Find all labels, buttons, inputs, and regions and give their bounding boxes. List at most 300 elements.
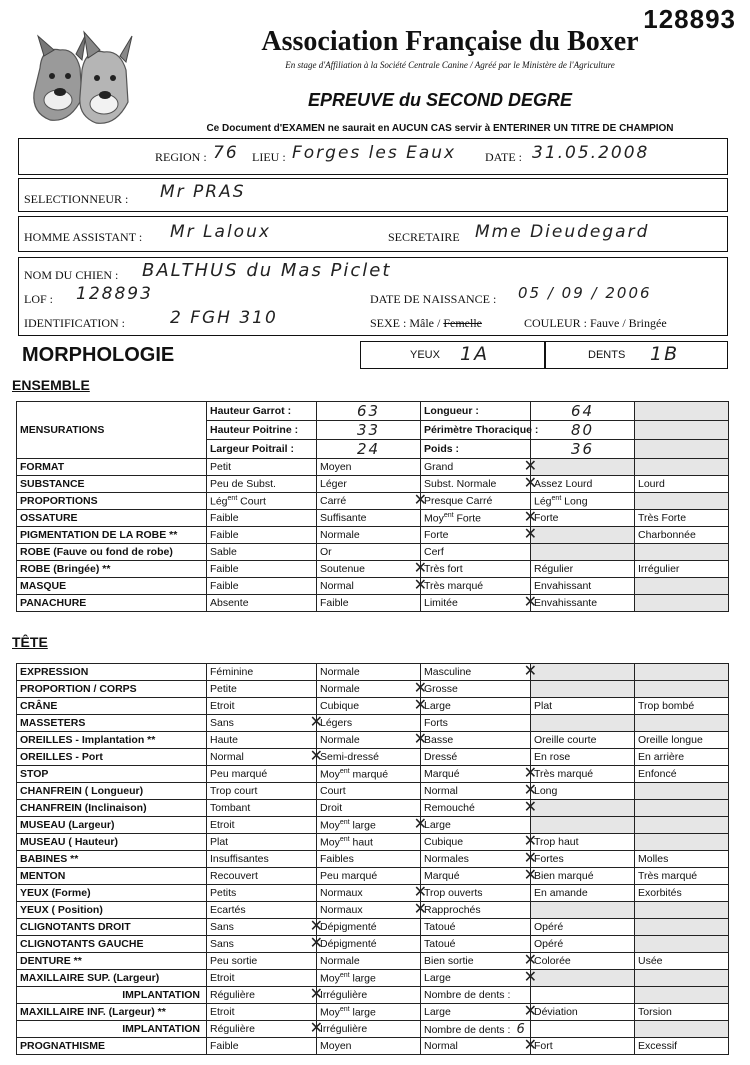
date-label: DATE : <box>485 150 522 164</box>
criteria-option: Irrégulière <box>317 1021 421 1038</box>
check-mark-icon: ✕ <box>413 558 427 577</box>
criteria-label: YEUX (Forme) <box>17 885 207 902</box>
criteria-option: Dépigmenté <box>317 919 421 936</box>
criteria-row <box>17 885 729 902</box>
criteria-option: Déviation <box>531 1004 635 1021</box>
date-value: 31.05.2008 <box>532 143 650 163</box>
criteria-option: Cerf <box>421 544 531 561</box>
criteria-row <box>17 476 729 493</box>
criteria-option <box>531 817 635 834</box>
criteria-option: Moy$^{ent}$ large <box>317 970 421 987</box>
criteria-row <box>17 783 729 800</box>
criteria-option: Limitée ✕ <box>421 595 531 612</box>
criteria-option: Cubique ✕ <box>421 834 531 851</box>
criteria-option: Envahissant <box>531 578 635 595</box>
identification-value: 2 FGH 310 <box>170 308 278 328</box>
check-mark-icon: ✕ <box>413 575 427 594</box>
criteria-option: Irrégulière <box>317 987 421 1004</box>
secretaire-label: SECRETAIRE <box>388 230 460 244</box>
dents-value: 1B <box>650 343 680 365</box>
criteria-option: Recouvert <box>207 868 317 885</box>
criteria-option: Normal ✕ <box>421 1038 531 1055</box>
region-label: REGION : <box>155 150 207 164</box>
criteria-row <box>17 1004 729 1021</box>
criteria-row <box>17 868 729 885</box>
criteria-option: Plat <box>207 834 317 851</box>
criteria-label: CLIGNOTANTS GAUCHE <box>17 936 207 953</box>
criteria-row <box>17 970 729 987</box>
criteria-option: Fortes <box>531 851 635 868</box>
criteria-option: Subst. Normale ✕ <box>421 476 531 493</box>
criteria-option: Semi-dressé <box>317 749 421 766</box>
criteria-row <box>17 902 729 919</box>
criteria-row <box>17 578 729 595</box>
criteria-option <box>531 715 635 732</box>
criteria-option: Nombre de dents : 6 <box>421 1021 531 1038</box>
mensuration-name: Longueur : <box>421 402 531 421</box>
criteria-option: Petit <box>207 459 317 476</box>
criteria-option <box>531 987 635 1004</box>
check-mark-icon: ✕ <box>523 950 537 969</box>
selectionneur-value: Mr PRAS <box>160 182 246 202</box>
criteria-option: Féminine <box>207 664 317 681</box>
criteria-option: Dépigmenté <box>317 936 421 953</box>
criteria-option: Faible <box>207 578 317 595</box>
criteria-label: FORMAT <box>17 459 207 476</box>
criteria-label: CHANFREIN (Inclinaison) <box>17 800 207 817</box>
mensuration-value <box>317 402 421 421</box>
lof-value: 128893 <box>76 284 153 304</box>
ensemble-table <box>16 401 729 612</box>
criteria-row <box>17 953 729 970</box>
criteria-option: Peu sortie <box>207 953 317 970</box>
criteria-row <box>17 919 729 936</box>
check-mark-icon: ✕ <box>413 814 427 833</box>
criteria-option: Forte <box>531 510 635 527</box>
criteria-option: Normal ✕ <box>207 749 317 766</box>
criteria-option: Peu marqué <box>317 868 421 885</box>
criteria-option: Lég$^{ent}$ Court <box>207 493 317 510</box>
check-mark-icon: ✕ <box>413 882 427 901</box>
criteria-option: Torsion <box>635 1004 729 1021</box>
criteria-option <box>635 800 729 817</box>
criteria-option: Normaux ✕ <box>317 902 421 919</box>
region-value: 76 <box>213 143 239 163</box>
nom-chien-value: BALTHUS du Mas Piclet <box>142 260 392 281</box>
mensuration-name: Périmètre Thoracique : <box>421 421 531 440</box>
criteria-label: MAXILLAIRE SUP. (Largeur) <box>17 970 207 987</box>
criteria-option: Petite <box>207 681 317 698</box>
notice-text: Ce Document d'EXAMEN ne saurait en AUCUN CAS servir à ENTERINER UN TITRE DE CHAMPION <box>206 123 674 134</box>
criteria-option: Sans ✕ <box>207 936 317 953</box>
criteria-option <box>531 664 635 681</box>
criteria-option <box>531 681 635 698</box>
criteria-option <box>531 1021 635 1038</box>
criteria-label: PANACHURE <box>17 595 207 612</box>
criteria-option: Basse <box>421 732 531 749</box>
lieu-value: Forges les Eaux <box>292 143 457 163</box>
criteria-option <box>531 902 635 919</box>
criteria-option: Etroit <box>207 970 317 987</box>
check-mark-icon: ✕ <box>523 967 537 986</box>
criteria-row <box>17 595 729 612</box>
criteria-option: Trop court <box>207 783 317 800</box>
homme-assistant-label: HOMME ASSISTANT : <box>24 230 143 244</box>
criteria-label: MAXILLAIRE INF. (Largeur) ** <box>17 1004 207 1021</box>
criteria-option: Absente <box>207 595 317 612</box>
criteria-option: Léger <box>317 476 421 493</box>
exam-title: EPREUVE du SECOND DEGRE <box>307 90 573 110</box>
shaded-cell <box>635 421 729 440</box>
criteria-option: Forts <box>421 715 531 732</box>
criteria-row <box>17 527 729 544</box>
criteria-option: Normale <box>317 527 421 544</box>
check-mark-icon: ✕ <box>309 746 323 765</box>
check-mark-icon: ✕ <box>523 1035 537 1054</box>
secretaire-value: Mme Dieudegard <box>475 222 650 242</box>
criteria-label: OSSATURE <box>17 510 207 527</box>
criteria-label: YEUX ( Position) <box>17 902 207 919</box>
check-mark-icon: ✕ <box>523 831 537 850</box>
criteria-option: Plat <box>531 698 635 715</box>
check-mark-icon: ✕ <box>523 763 537 782</box>
morphologie-title: MORPHOLOGIE <box>22 344 175 366</box>
criteria-option: Normal ✕ <box>421 783 531 800</box>
criteria-row <box>17 834 729 851</box>
criteria-option: Rapprochés <box>421 902 531 919</box>
criteria-row <box>17 749 729 766</box>
mensuration-handwritten: 80 <box>570 421 595 439</box>
criteria-option: Faibles <box>317 851 421 868</box>
criteria-option: Normal ✕ <box>317 578 421 595</box>
criteria-option: Faible <box>207 527 317 544</box>
criteria-option: Très marqué <box>421 578 531 595</box>
criteria-option: Tombant <box>207 800 317 817</box>
criteria-row <box>17 817 729 834</box>
criteria-option <box>635 459 729 476</box>
criteria-option <box>635 664 729 681</box>
criteria-option: Moy$^{ent}$ marqué <box>317 766 421 783</box>
criteria-option: Envahissante <box>531 595 635 612</box>
criteria-option: Nombre de dents : <box>421 987 531 1004</box>
criteria-label: CRÂNE <box>17 698 207 715</box>
criteria-label: PIGMENTATION DE LA ROBE ** <box>17 527 207 544</box>
criteria-option: Peu marqué <box>207 766 317 783</box>
criteria-option: Moy$^{ent}$ haut <box>317 834 421 851</box>
criteria-option: Large <box>421 817 531 834</box>
criteria-row <box>17 936 729 953</box>
criteria-row <box>17 510 729 527</box>
couleur-label: COULEUR : Fauve / Bringée <box>524 316 667 330</box>
criteria-option: Moy$^{ent}$ Forte ✕ <box>421 510 531 527</box>
check-mark-icon: ✕ <box>523 661 537 680</box>
criteria-option: Soutenue ✕ <box>317 561 421 578</box>
criteria-option: Insuffisantes <box>207 851 317 868</box>
mensuration-handwritten: 36 <box>570 440 595 458</box>
criteria-row <box>17 766 729 783</box>
criteria-row <box>17 732 729 749</box>
criteria-option: Légers <box>317 715 421 732</box>
check-mark-icon: ✕ <box>309 916 323 935</box>
criteria-option: Enfoncé <box>635 766 729 783</box>
criteria-option <box>635 987 729 1004</box>
criteria-option: Faible <box>207 510 317 527</box>
check-mark-icon: ✕ <box>523 524 537 543</box>
criteria-label: MASQUE <box>17 578 207 595</box>
criteria-option: Etroit <box>207 817 317 834</box>
criteria-label: ROBE (Fauve ou fond de robe) <box>17 544 207 561</box>
criteria-option: Grosse <box>421 681 531 698</box>
criteria-row <box>17 1038 729 1055</box>
check-mark-icon: ✕ <box>523 473 537 492</box>
criteria-option <box>531 800 635 817</box>
mensuration-value <box>531 402 635 421</box>
criteria-label: IMPLANTATION <box>17 987 207 1004</box>
sexe-struck: Femelle <box>443 316 482 330</box>
selectionneur-label: SELECTIONNEUR : <box>24 192 129 206</box>
check-mark-icon: ✕ <box>523 456 537 475</box>
criteria-option: Normale ✕ <box>317 681 421 698</box>
criteria-option: Grand ✕ <box>421 459 531 476</box>
mensuration-value <box>317 421 421 440</box>
criteria-option: Régulière ✕ <box>207 1021 317 1038</box>
check-mark-icon: ✕ <box>309 712 323 731</box>
criteria-option <box>635 783 729 800</box>
criteria-option: Moyen <box>317 459 421 476</box>
criteria-option: Court <box>317 783 421 800</box>
criteria-option: Long <box>531 783 635 800</box>
criteria-option: Large ✕ <box>421 970 531 987</box>
criteria-option: Colorée <box>531 953 635 970</box>
criteria-option: En arrière <box>635 749 729 766</box>
mensuration-name: Hauteur Garrot : <box>207 402 317 421</box>
check-mark-icon: ✕ <box>413 899 427 918</box>
criteria-row <box>17 561 729 578</box>
criteria-label: MUSEAU (Largeur) <box>17 817 207 834</box>
check-mark-icon: ✕ <box>523 780 537 799</box>
criteria-row <box>17 987 729 1004</box>
criteria-option: Régulier <box>531 561 635 578</box>
criteria-option: Ecartés <box>207 902 317 919</box>
criteria-label: OREILLES - Implantation ** <box>17 732 207 749</box>
mensuration-handwritten: 63 <box>356 402 381 420</box>
criteria-option: Charbonnée <box>635 527 729 544</box>
criteria-option: Fort <box>531 1038 635 1055</box>
criteria-option: Excessif <box>635 1038 729 1055</box>
criteria-option: Très fort <box>421 561 531 578</box>
check-mark-icon: ✕ <box>413 678 427 697</box>
criteria-row <box>17 681 729 698</box>
criteria-option <box>635 936 729 953</box>
criteria-row <box>17 459 729 476</box>
criteria-option <box>635 919 729 936</box>
criteria-option <box>635 834 729 851</box>
mensuration-value <box>531 421 635 440</box>
identification-label: IDENTIFICATION : <box>24 316 125 330</box>
criteria-option: Tatoué <box>421 936 531 953</box>
criteria-option: Normales ✕ <box>421 851 531 868</box>
criteria-option: Sable <box>207 544 317 561</box>
criteria-option: Normale <box>317 953 421 970</box>
criteria-option <box>635 578 729 595</box>
criteria-option: Sans ✕ <box>207 919 317 936</box>
lof-label: LOF : <box>24 292 54 306</box>
criteria-option <box>635 493 729 510</box>
criteria-option: Droit <box>317 800 421 817</box>
criteria-option: Irrégulier <box>635 561 729 578</box>
tete-title: TÊTE <box>12 634 48 650</box>
criteria-row <box>17 800 729 817</box>
criteria-option <box>635 715 729 732</box>
criteria-label: OREILLES - Port <box>17 749 207 766</box>
criteria-option: Dressé <box>421 749 531 766</box>
shaded-cell <box>635 402 729 421</box>
mensuration-name: Largeur Poitrail : <box>207 440 317 459</box>
criteria-option: Cubique ✕ <box>317 698 421 715</box>
criteria-option: Très marqué <box>635 868 729 885</box>
ensemble-title: ENSEMBLE <box>12 377 90 393</box>
check-mark-icon: ✕ <box>309 1018 323 1037</box>
criteria-option <box>531 970 635 987</box>
criteria-option: Sans ✕ <box>207 715 317 732</box>
mensuration-value <box>531 440 635 459</box>
check-mark-icon: ✕ <box>523 507 537 526</box>
criteria-label: STOP <box>17 766 207 783</box>
criteria-row <box>17 1021 729 1038</box>
lieu-label: LIEU : <box>252 150 286 164</box>
criteria-option <box>635 817 729 834</box>
criteria-option: Exorbités <box>635 885 729 902</box>
criteria-option: Opéré <box>531 936 635 953</box>
criteria-option: Marqué ✕ <box>421 766 531 783</box>
criteria-option <box>531 459 635 476</box>
criteria-option: Haute <box>207 732 317 749</box>
criteria-option: En rose <box>531 749 635 766</box>
criteria-option: Large <box>421 698 531 715</box>
criteria-option <box>635 595 729 612</box>
check-mark-icon: ✕ <box>413 490 427 509</box>
criteria-row <box>17 715 729 732</box>
criteria-option: Or <box>317 544 421 561</box>
criteria-option: Faible <box>317 595 421 612</box>
criteria-row <box>17 664 729 681</box>
criteria-option: Forte ✕ <box>421 527 531 544</box>
dents-count-handwritten: 6 <box>510 1021 527 1037</box>
yeux-label: YEUX <box>410 349 440 361</box>
criteria-label: CLIGNOTANTS DROIT <box>17 919 207 936</box>
criteria-option: Usée <box>635 953 729 970</box>
criteria-option: Lourd <box>635 476 729 493</box>
criteria-label: EXPRESSION <box>17 664 207 681</box>
mensuration-row <box>17 402 729 421</box>
criteria-label: MENTON <box>17 868 207 885</box>
criteria-option: Moy$^{ent}$ large <box>317 1004 421 1021</box>
yeux-value: 1A <box>460 343 490 365</box>
criteria-option: Oreille courte <box>531 732 635 749</box>
criteria-option: Faible <box>207 1038 317 1055</box>
criteria-option: Etroit <box>207 698 317 715</box>
criteria-label: CHANFREIN ( Longueur) <box>17 783 207 800</box>
criteria-option <box>635 1021 729 1038</box>
criteria-row <box>17 851 729 868</box>
criteria-option: Normaux ✕ <box>317 885 421 902</box>
criteria-option: Lég$^{ent}$ Long <box>531 493 635 510</box>
criteria-option: Oreille longue <box>635 732 729 749</box>
mensurations-label: MENSURATIONS <box>17 402 207 459</box>
criteria-label: DENTURE ** <box>17 953 207 970</box>
criteria-label: BABINES ** <box>17 851 207 868</box>
criteria-label: ROBE (Bringée) ** <box>17 561 207 578</box>
yeux-dents-divider <box>544 341 546 369</box>
criteria-option: Bien marqué <box>531 868 635 885</box>
criteria-option: Marqué ✕ <box>421 868 531 885</box>
criteria-option: Etroit <box>207 1004 317 1021</box>
association-subtitle: En stage d'Affiliation à la Société Centrale Canine / Agréé par le Ministère de l'Agriculture <box>285 60 615 70</box>
criteria-label: PROPORTIONS <box>17 493 207 510</box>
check-mark-icon: ✕ <box>413 729 427 748</box>
criteria-row <box>17 544 729 561</box>
sexe-label <box>370 316 482 331</box>
check-mark-icon: ✕ <box>309 984 323 1003</box>
criteria-option: Régulière ✕ <box>207 987 317 1004</box>
criteria-option <box>635 544 729 561</box>
criteria-option <box>531 544 635 561</box>
tete-table <box>16 663 729 1055</box>
mensuration-value <box>317 440 421 459</box>
check-mark-icon: ✕ <box>523 1001 537 1020</box>
nom-chien-label: NOM DU CHIEN : <box>24 268 119 282</box>
criteria-option: Masculine ✕ <box>421 664 531 681</box>
homme-assistant-value: Mr Laloux <box>170 222 271 242</box>
association-title: Association Française du Boxer <box>261 26 639 57</box>
criteria-option <box>531 527 635 544</box>
criteria-option: Trop ouverts <box>421 885 531 902</box>
check-mark-icon: ✕ <box>523 848 537 867</box>
check-mark-icon: ✕ <box>523 865 537 884</box>
criteria-option <box>635 681 729 698</box>
criteria-option: Large ✕ <box>421 1004 531 1021</box>
criteria-option: Peu de Subst. <box>207 476 317 493</box>
criteria-option: Très Forte <box>635 510 729 527</box>
mensuration-name: Hauteur Poitrine : <box>207 421 317 440</box>
criteria-option: Trop haut <box>531 834 635 851</box>
boxer-dogs-logo-icon <box>20 28 150 133</box>
criteria-option <box>635 970 729 987</box>
mensuration-handwritten: 24 <box>356 440 381 458</box>
naissance-value: 05 / 09 / 2006 <box>518 284 652 302</box>
criteria-label: MUSEAU ( Hauteur) <box>17 834 207 851</box>
criteria-label: SUBSTANCE <box>17 476 207 493</box>
criteria-option: Moy$^{ent}$ large ✕ <box>317 817 421 834</box>
check-mark-icon: ✕ <box>309 933 323 952</box>
mensuration-handwritten: 64 <box>570 402 595 420</box>
criteria-option: Opéré <box>531 919 635 936</box>
criteria-row <box>17 698 729 715</box>
shaded-cell <box>635 440 729 459</box>
criteria-option: Remouché ✕ <box>421 800 531 817</box>
criteria-option: Presque Carré <box>421 493 531 510</box>
mensuration-handwritten: 33 <box>356 421 381 439</box>
criteria-option: Suffisante <box>317 510 421 527</box>
criteria-option: Trop bombé <box>635 698 729 715</box>
criteria-option: Normale ✕ <box>317 732 421 749</box>
criteria-option: Très marqué <box>531 766 635 783</box>
criteria-label: PROGNATHISME <box>17 1038 207 1055</box>
criteria-option <box>635 902 729 919</box>
check-mark-icon: ✕ <box>523 592 537 611</box>
criteria-option: Carré ✕ <box>317 493 421 510</box>
document-number: 128893 <box>643 4 736 34</box>
